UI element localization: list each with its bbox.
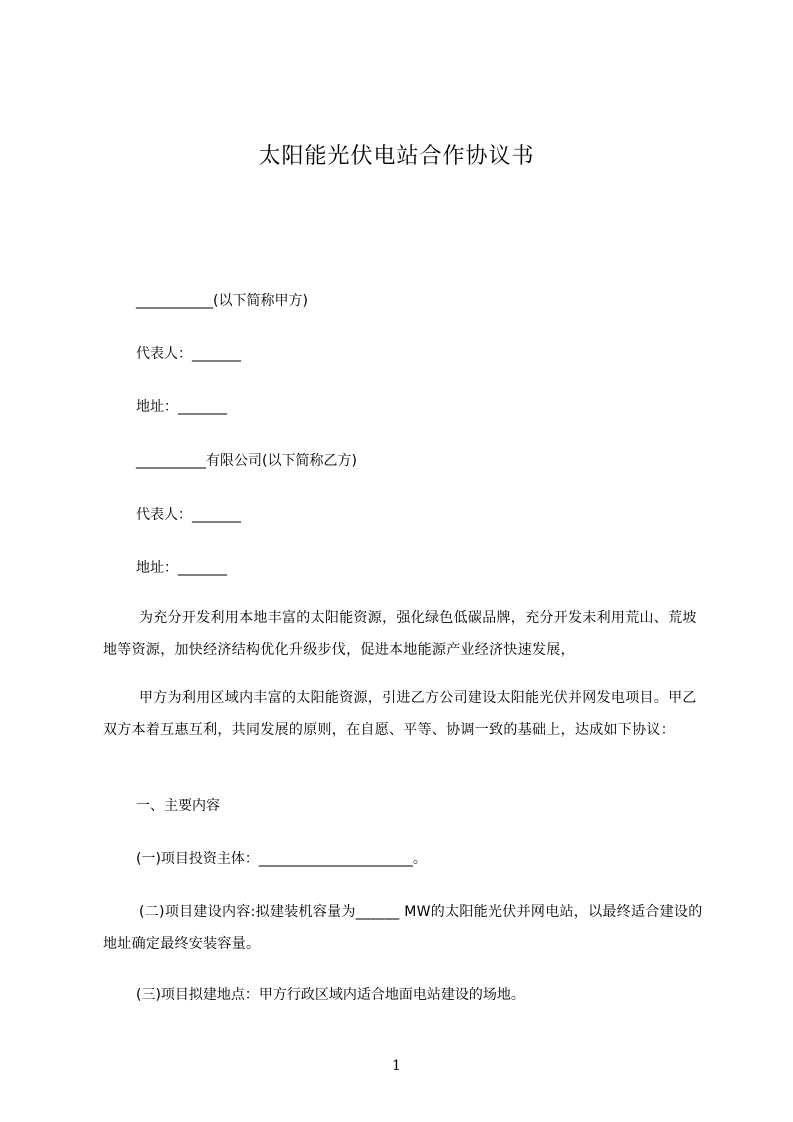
section-1-item-2: (二)项目建设内容:拟建装机容量为______ MW的太阳能光伏并网电站，以最终适合建设的地址确定最终安装容量。	[103, 904, 703, 952]
party-b-representative: 代表人：_______	[136, 507, 241, 523]
party-a-representative: 代表人：_______	[136, 346, 241, 362]
section-1-heading: 一、主要内容	[136, 798, 220, 814]
section-1-item-1: (一)项目投资主体：______________________。	[136, 851, 427, 867]
party-a-line: ___________(以下简称甲方)	[136, 293, 308, 309]
party-a-address: 地址：_______	[136, 399, 227, 415]
party-b-address: 地址：_______	[136, 560, 227, 576]
section-1-item-3: (三)项目拟建地点：甲方行政区域内适合地面电站建设的场地。	[136, 987, 525, 1003]
agreement-intro-paragraph: 甲方为利用区域内丰富的太阳能资源，引进乙方公司建设太阳能光伏并网发电项目。甲乙双方本着互惠互利，共同发展的原则，在自愿、平等、协调一致的基础上，达成如下协议：	[103, 690, 697, 738]
preamble-paragraph: 为充分开发利用本地丰富的太阳能资源，强化绿色低碳品牌，充分开发未利用荒山、荒坡地等资源，加快经济结构优化升级步伐，促进本地能源产业经济快速发展，	[103, 610, 697, 658]
document-title: 太阳能光伏电站合作协议书	[258, 144, 535, 169]
party-b-line: __________有限公司(以下简称乙方)	[136, 453, 357, 469]
page-number: 1	[392, 1058, 401, 1074]
